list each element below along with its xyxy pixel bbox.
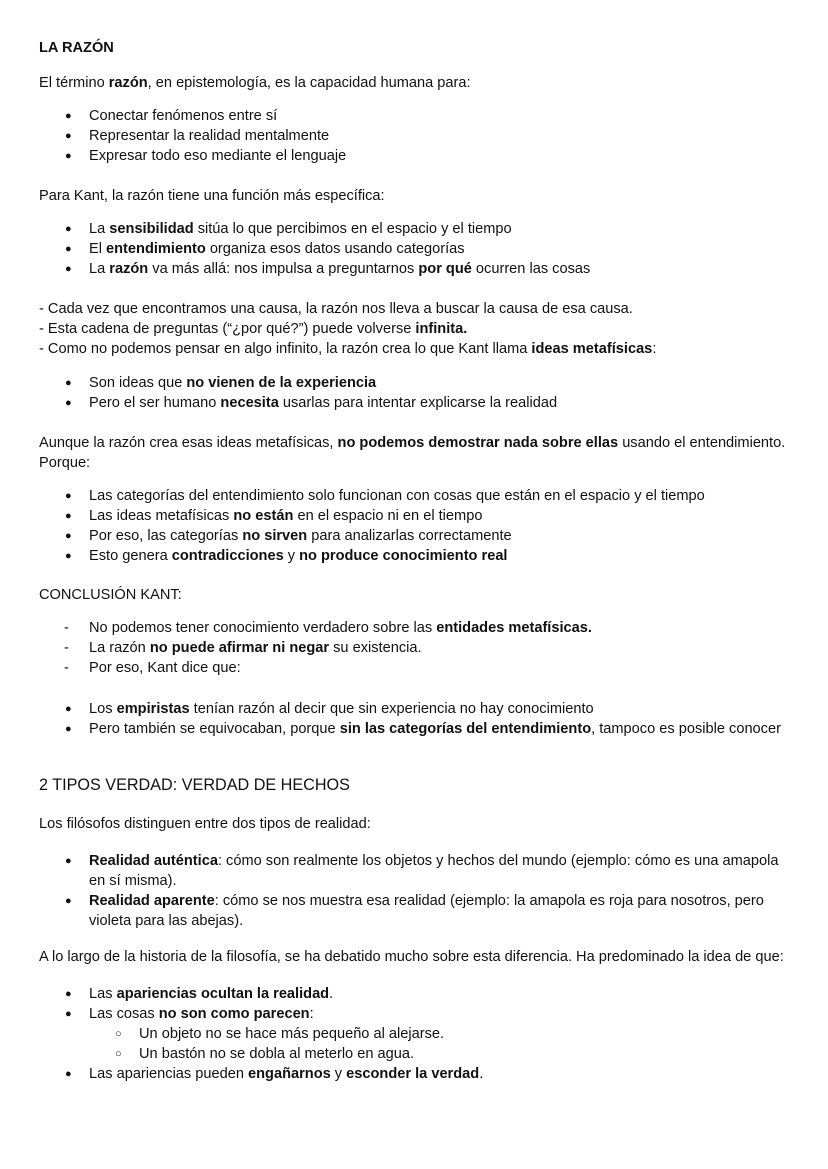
list-item: ○ Un bastón no se dobla al meterlo en agua. xyxy=(39,1044,789,1064)
list-item: ● Las categorías del entendimiento solo funcionan con cosas que están en el espacio y el tiempo xyxy=(39,486,789,506)
bold-term: razón xyxy=(109,261,149,277)
list-item: ● Pero también se equivocaban, porque sin las categorías del entendimiento, tampoco es posible conocer xyxy=(39,719,789,739)
bold-term: no podemos demostrar nada sobre ellas xyxy=(337,435,619,451)
list-item: ● El entendimiento organiza esos datos usando categorías xyxy=(39,239,789,259)
section-title-tipos-verdad: 2 TIPOS VERDAD: VERDAD DE HECHOS xyxy=(39,776,350,794)
list-item: - La razón no puede afirmar ni negar su existencia. xyxy=(39,638,789,658)
bullet-list-realidades xyxy=(39,851,789,931)
bold-term: engañarnos xyxy=(248,1066,331,1082)
bold-term: contradicciones xyxy=(171,548,284,564)
bullet-list-kant-funciones xyxy=(39,219,789,279)
bold-term: Realidad auténtica xyxy=(89,853,218,869)
paragraph-aunque: Aunque la razón crea esas ideas metafísicas, no podemos demostrar nada sobre ellas usando el entendimiento. Porque: xyxy=(39,435,786,471)
list-item: - No podemos tener conocimiento verdadero sobre las entidades metafísicas. xyxy=(39,618,789,638)
dash-line: - Esta cadena de preguntas (“¿por qué?”) puede volverse infinita. xyxy=(39,321,468,337)
bold-term: empiristas xyxy=(116,701,190,717)
bold-term: sin las categorías del entendimiento xyxy=(339,721,592,737)
bullet-list-empiristas xyxy=(39,699,789,739)
dash-lines-block xyxy=(39,299,789,359)
list-item: ● Las ideas metafísicas no están en el espacio ni en el tiempo xyxy=(39,506,789,526)
list-item: ● Esto genera contradicciones y no produce conocimiento real xyxy=(39,546,789,566)
bullet-list-engano xyxy=(39,1064,789,1084)
list-item: ● Las apariencias pueden engañarnos y esconder la verdad. xyxy=(39,1064,789,1084)
bullet-list-apariencias xyxy=(39,984,789,1024)
bold-term: no son como parecen xyxy=(158,1006,310,1022)
paragraph-razon-intro: El término razón, en epistemología, es la capacidad humana para: xyxy=(39,75,471,91)
list-item: ● La sensibilidad sitúa lo que percibimos en el espacio y el tiempo xyxy=(39,219,789,239)
dash-line: - Como no podemos pensar en algo infinito, la razón crea lo que Kant llama ideas metafísicas: xyxy=(39,341,657,357)
document-page xyxy=(39,38,789,1084)
list-item: ○ Un objeto no se hace más pequeño al alejarse. xyxy=(39,1024,789,1044)
bold-term: no están xyxy=(233,508,294,524)
bold-term: no vienen de la experiencia xyxy=(186,375,377,391)
bullet-list-capacidades xyxy=(39,106,789,166)
list-item: ● Realidad auténtica: cómo son realmente los objetos y hechos del mundo (ejemplo: cómo es una amapola en sí misma). xyxy=(39,851,789,891)
list-item: ● Realidad aparente: cómo se nos muestra esa realidad (ejemplo: la amapola es roja para nosotros, pero violeta para las abejas). xyxy=(39,891,789,931)
bold-term: entidades metafísicas. xyxy=(436,620,592,636)
list-item: - Por eso, Kant dice que: xyxy=(39,658,789,678)
section-title-razon: LA RAZÓN xyxy=(39,40,114,56)
list-item: ● Conectar fenómenos entre sí xyxy=(39,106,789,126)
list-item: ● Pero el ser humano necesita usarlas para intentar explicarse la realidad xyxy=(39,393,789,413)
dash-list-conclusion xyxy=(39,618,789,678)
bold-term: sensibilidad xyxy=(109,221,194,237)
sub-bullet-list-ejemplos xyxy=(39,1024,789,1064)
list-item: ● Por eso, las categorías no sirven para analizarlas correctamente xyxy=(39,526,789,546)
bullet-list-ideas-metafisicas xyxy=(39,373,789,413)
list-item: ● Son ideas que no vienen de la experiencia xyxy=(39,373,789,393)
dash-line: - Cada vez que encontramos una causa, la razón nos lleva a buscar la causa de esa causa. xyxy=(39,301,633,317)
bold-term: razón xyxy=(108,75,148,91)
bold-term: apariencias ocultan la realidad xyxy=(116,986,330,1002)
paragraph-kant-intro: Para Kant, la razón tiene una función más específica: xyxy=(39,188,385,204)
list-item: ● La razón va más allá: nos impulsa a preguntarnos por qué ocurren las cosas xyxy=(39,259,789,279)
conclusion-heading: CONCLUSIÓN KANT: xyxy=(39,587,182,603)
paragraph-historia: A lo largo de la historia de la filosofía, se ha debatido mucho sobre esta diferencia. Ha predominado la idea de que: xyxy=(39,949,784,965)
bullet-list-categorias xyxy=(39,486,789,566)
paragraph-filosofos: Los filósofos distinguen entre dos tipos de realidad: xyxy=(39,816,371,832)
bold-term: necesita xyxy=(220,395,279,411)
bold-term: por qué xyxy=(418,261,472,277)
bold-term: esconder la verdad xyxy=(346,1066,480,1082)
bold-term: ideas metafísicas xyxy=(531,341,653,357)
bold-term: infinita. xyxy=(415,321,468,337)
list-item: ● Los empiristas tenían razón al decir que sin experiencia no hay conocimiento xyxy=(39,699,789,719)
bold-term: no sirven xyxy=(242,528,308,544)
list-item: ● Representar la realidad mentalmente xyxy=(39,126,789,146)
bold-term: entendimiento xyxy=(106,241,206,257)
bold-term: Realidad aparente xyxy=(89,893,215,909)
bold-term: no puede afirmar ni negar xyxy=(149,640,330,656)
list-item: ● Las apariencias ocultan la realidad. xyxy=(39,984,789,1004)
list-item: ● Expresar todo eso mediante el lenguaje xyxy=(39,146,789,166)
list-item: ● Las cosas no son como parecen: xyxy=(39,1004,789,1024)
bold-term: no produce conocimiento real xyxy=(299,548,508,564)
